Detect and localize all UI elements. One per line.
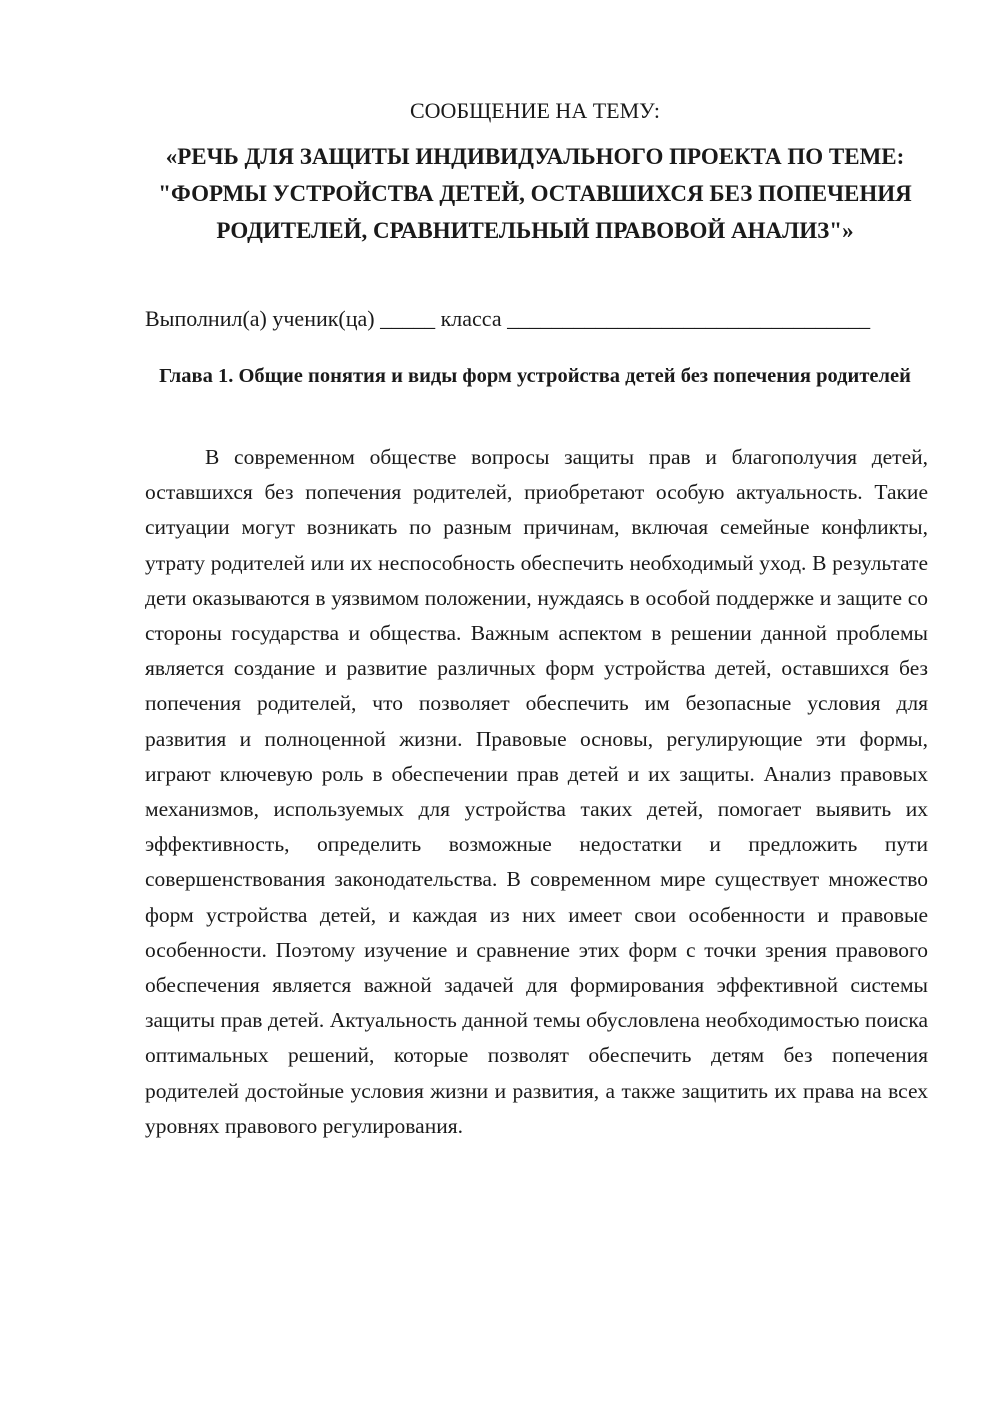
body-paragraph: В современном обществе вопросы защиты прав и благополучия детей, оставшихся без попечения родителей, приобретают особую актуальность. Такие ситуации могут возникать по разным причинам, включая семейные конфликты, утрату родителей или их неспособность обеспечить необходимый уход. В результате дети оказываются в уязвимом положении, нуждаясь в особой поддержке и защите со стороны государства и общества. Важным аспектом в решении данной проблемы является создание и развитие различных форм устройства детей, оставшихся без попечения родителей, что позволяет обеспечить им безопасные условия для развития и полноценной жизни. Правовые основы, регулирующие эти формы, играют ключевую роль в обеспечении прав детей и их защиты. Анализ правовых механизмов, используемых для устройства таких детей, помогает выявить их эффективность, определить возможные недостатки и предложить пути совершенствования законодательства. В современном мире существует множество форм устройства детей, и каждая из них имеет свои особенности и правовые особенности. Поэтому изучение и сравнение этих форм с точки зрения правового обеспечения является важной задачей для формирования эффективной системы защиты прав детей. Актуальность данной темы обусловлена необходимостью поиска оптимальных решений, которые позволят обеспечить детям без попечения родителей достойные условия жизни и развития, а также защитить их права на всех уровнях правового регулирования. (145, 445, 928, 1138)
document-type-label: СООБЩЕНИЕ НА ТЕМУ: (410, 98, 660, 123)
author-line: Выполнил(а) ученик(ца) _____ класса _________________________________ (145, 306, 871, 331)
chapter-heading: Глава 1. Общие понятия и виды форм устройства детей без попечения родителей (159, 365, 911, 387)
document-title: «РЕЧЬ ДЛЯ ЗАЩИТЫ ИНДИВИДУАЛЬНОГО ПРОЕКТА ПО ТЕМЕ: "ФОРМЫ УСТРОЙСТВА ДЕТЕЙ, ОСТАВШИХСЯ БЕЗ ПОПЕЧЕНИЯ РОДИТЕЛЕЙ, СРАВНИТЕЛЬНЫЙ ПРАВОВОЙ АНАЛИЗ"» (158, 144, 912, 243)
